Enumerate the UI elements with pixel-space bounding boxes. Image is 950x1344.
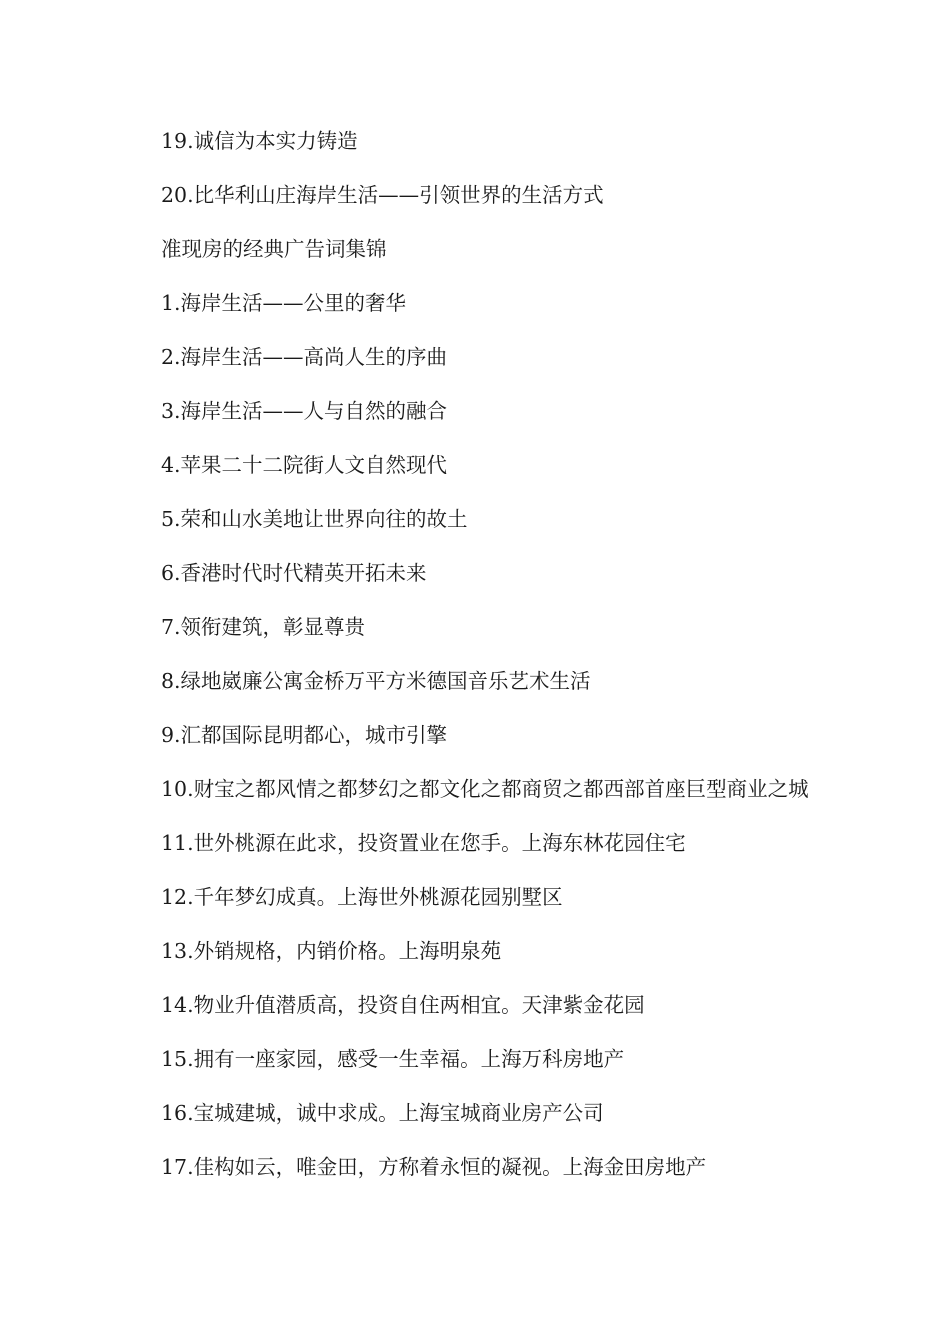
paragraph-slogan-7: 7.领衔建筑，彰显尊贵: [161, 615, 366, 639]
paragraph-slogan-4: 4.苹果二十二院街人文自然现代: [161, 453, 448, 477]
paragraph-slogan-3: 3.海岸生活——人与自然的融合: [161, 399, 448, 423]
paragraph-slogan-11: 11.世外桃源在此求，投资置业在您手。上海东林花园住宅: [161, 831, 686, 855]
paragraph-slogan-10: 10.财宝之都风情之都梦幻之都文化之都商贸之都西部首座巨型商业之城: [161, 777, 809, 801]
paragraph-slogan-14: 14.物业升值潜质高，投资自住两相宜。天津紫金花园: [161, 993, 645, 1017]
document-body: [116, 114, 832, 1194]
paragraph-slogan-20: 20.比华利山庄海岸生活——引领世界的生活方式: [161, 183, 604, 207]
paragraph-slogan-12: 12.千年梦幻成真。上海世外桃源花园别墅区: [161, 885, 563, 909]
paragraph-slogan-17: 17.佳构如云，唯金田，方称着永恒的凝视。上海金田房地产: [161, 1155, 707, 1179]
paragraph-slogan-19: 19.诚信为本实力铸造: [161, 129, 358, 153]
paragraph-slogan-6: 6.香港时代时代精英开拓未来: [161, 561, 427, 585]
paragraph-slogan-1: 1.海岸生活——公里的奢华: [161, 291, 407, 315]
paragraph-slogan-16: 16.宝城建城，诚中求成。上海宝城商业房产公司: [161, 1101, 604, 1125]
paragraph-slogan-13: 13.外销规格，内销价格。上海明泉苑: [161, 939, 502, 963]
section-heading: 准现房的经典广告词集锦: [161, 237, 387, 261]
paragraph-slogan-5: 5.荣和山水美地让世界向往的故土: [161, 507, 468, 531]
paragraph-slogan-2: 2.海岸生活——高尚人生的序曲: [161, 345, 448, 369]
paragraph-slogan-8: 8.绿地崴廉公寓金桥万平方米德国音乐艺术生活: [161, 669, 591, 693]
paragraph-slogan-15: 15.拥有一座家园，感受一生幸福。上海万科房地产: [161, 1047, 625, 1071]
paragraph-slogan-9: 9.汇都国际昆明都心，城市引擎: [161, 723, 448, 747]
